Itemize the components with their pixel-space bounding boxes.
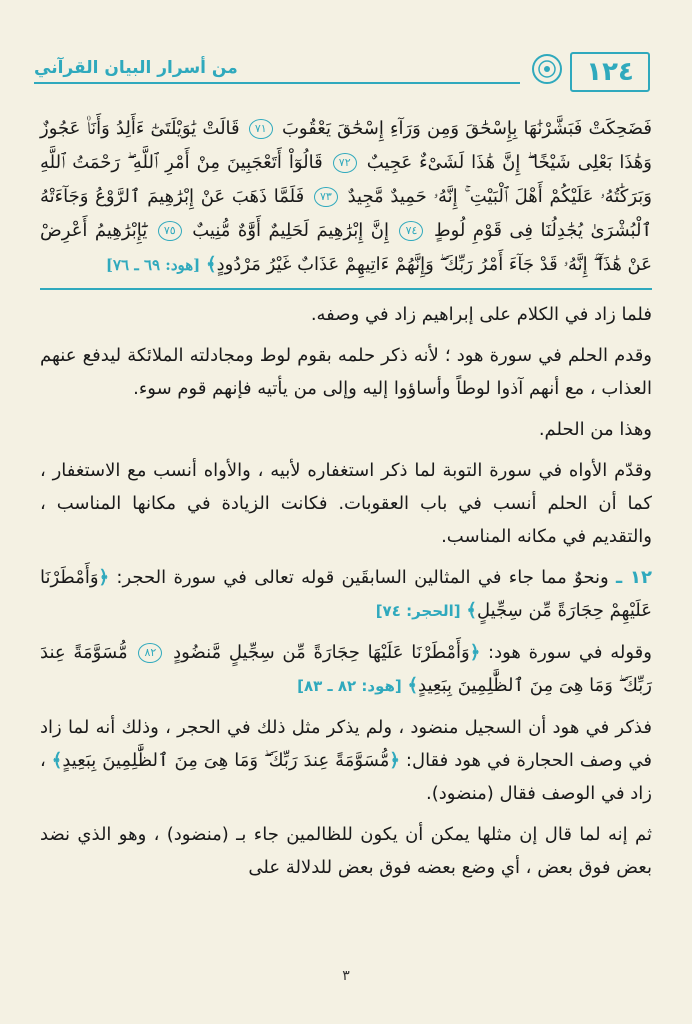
paragraph: ثم إنه لما قال إن مثلها يمكن أن يكون للظالمين جاء بـ (منضود) ، وهو الذي نضد بعض فوق بعض ، أي وضع بعضه فوق بعض للدلالة على [40,824,652,878]
verse: قَالَتْ يَٰوَيْلَتَىٰٓ ءَأَلِدُ وَأَنَا۠ عَجُوزٌ وَهَٰذَا بَعْلِى شَيْخًا ۖ إِنَّ هَٰذَا لَشَىْءٌ عَجِيبٌ [40,118,652,173]
verse-number-mark: ٧٢ [333,153,357,173]
closing-bracket: ﴾ [407,675,419,696]
verse-number-mark: ٧٤ [399,221,423,241]
verse-number-mark: ٧٥ [158,221,182,241]
quran-quote: وَأَمْطَرْنَا عَلَيْهَا حِجَارَةً مِّن سِجِّيلٍ مَّنضُودٍ [173,642,470,663]
section-12-paragraph [40,561,652,628]
verse-number-mark: ٨٢ [138,643,162,663]
quran-quote: مُّسَوَّمَةً عِندَ رَبِّكَ ۖ وَمَا هِىَ مِنَ ٱلظَّٰلِمِينَ بِبَعِيدٍ [40,642,652,696]
verse: قَالُوٓاْ أَتَعْجَبِينَ مِنْ أَمْرِ ٱللَّهِ ۖ رَحْمَتُ ٱللَّهِ وَبَرَكَٰتُهُۥ عَلَيْكُمْ أَهْلَ ٱلْبَيْتِ ۚ إِنَّهُۥ حَمِيدٌ مَّجِيدٌ [40,152,652,207]
opening-bracket: ﴿ [389,750,400,771]
paragraph: وقدم الحلم في سورة هود ؛ لأنه ذكر حلمه بقوم لوط ومجادلته الملائكة ليدفع عنهم العذاب ، مع أنهم آذوا لوطاً وأساؤوا إليه وإلى من يأتيه فإنهم قوم سوء. [40,345,652,399]
section-intro: ونحوٌ مما جاء في المثالين السابقَين قوله تعالى في سورة الحجر: [116,567,609,588]
paragraph-text: فذكر في هود أن السجيل منضود ، ولم يذكر مثل ذلك في الحجر ، وذلك أنه لما زاد في وصف الحجارة في هود فقال: [40,717,652,771]
paragraph: فلما زاد في الكلام على إبراهيم زاد في وصفه. [310,304,652,325]
page-number: ١٢٤ [570,52,650,92]
paragraph-text: ، زاد في الوصف فقال (منضود). [40,750,652,804]
hud-quote-paragraph [40,636,652,703]
verse: إِنَّ إِبْرَٰهِيمَ لَحَلِيمٌ أَوَّٰهٌ مُّنِيبٌ [192,220,389,241]
book-title: من أسرار البيان القرآني [34,58,238,78]
verse: فَلَمَّا ذَهَبَ عَنْ إِبْرَٰهِيمَ ٱلرَّوْعُ وَجَآءَتْهُ ٱلْبُشْرَىٰ يُجَٰدِلُنَا فِى قَوْمِ لُوطٍ [40,186,652,241]
verse-number-mark: ٧٣ [314,187,338,207]
quran-verses [40,112,652,282]
quote-intro: وقوله في سورة هود: [488,642,652,663]
quran-quote: مُّسَوَّمَةً عِندَ رَبِّكَ ۖ وَمَا هِىَ مِنَ ٱلظَّٰلِمِينَ بِبَعِيدٍ [62,750,390,771]
paragraph: وهذا من الحلم. [538,419,652,440]
closing-bracket: ﴾ [466,600,477,621]
section-divider [40,288,652,290]
verse: فَضَحِكَتْ فَبَشَّرْنَٰهَا بِإِسْحَٰقَ وَمِن وَرَآءِ إِسْحَٰقَ يَعْقُوبَ [281,118,652,139]
verse-reference: [هود: ٨٢ ـ ٨٣] [297,677,402,695]
opening-bracket: ﴿ [469,642,481,663]
section-number: ١٢ ـ [615,567,652,588]
verse: يَٰٓإِبْرَٰهِيمُ أَعْرِضْ عَنْ هَٰذَآ ۖ إِنَّهُۥ قَدْ جَآءَ أَمْرُ رَبِّكَ ۖ وَإِنَّهُمْ ءَاتِيهِمْ عَذَابٌ غَيْرُ مَرْدُودٍ [40,220,652,275]
opening-bracket: ﴿ [98,567,110,588]
paragraph [40,711,652,810]
page-content [40,112,652,892]
page-header [34,44,650,94]
verse-reference: [هود: ٦٩ ـ ٧٦] [105,256,201,274]
closing-bracket: ﴾ [206,254,217,275]
ornament-icon [530,52,564,86]
quran-quote: وَأَمْطَرْنَا عَلَيْهِمْ حِجَارَةً مِّن سِجِّيلٍ [40,567,652,621]
header-rule [34,82,520,84]
paragraph: وقدّم الأواه في سورة التوبة لما ذكر استغفاره لأبيه ، والأواه أنسب مع الاستغفار ، كما أن الحلم أنسب في باب العقوبات. فكانت الزيادة في مكانها المناسب ، والتقديم في مكانه المناسب. [40,460,652,547]
verse-reference: [الحجر: ٧٤] [375,602,461,620]
verse-number-mark: ٧١ [249,119,273,139]
footer-mark: ٣ [342,968,350,984]
closing-bracket: ﴾ [51,750,63,771]
